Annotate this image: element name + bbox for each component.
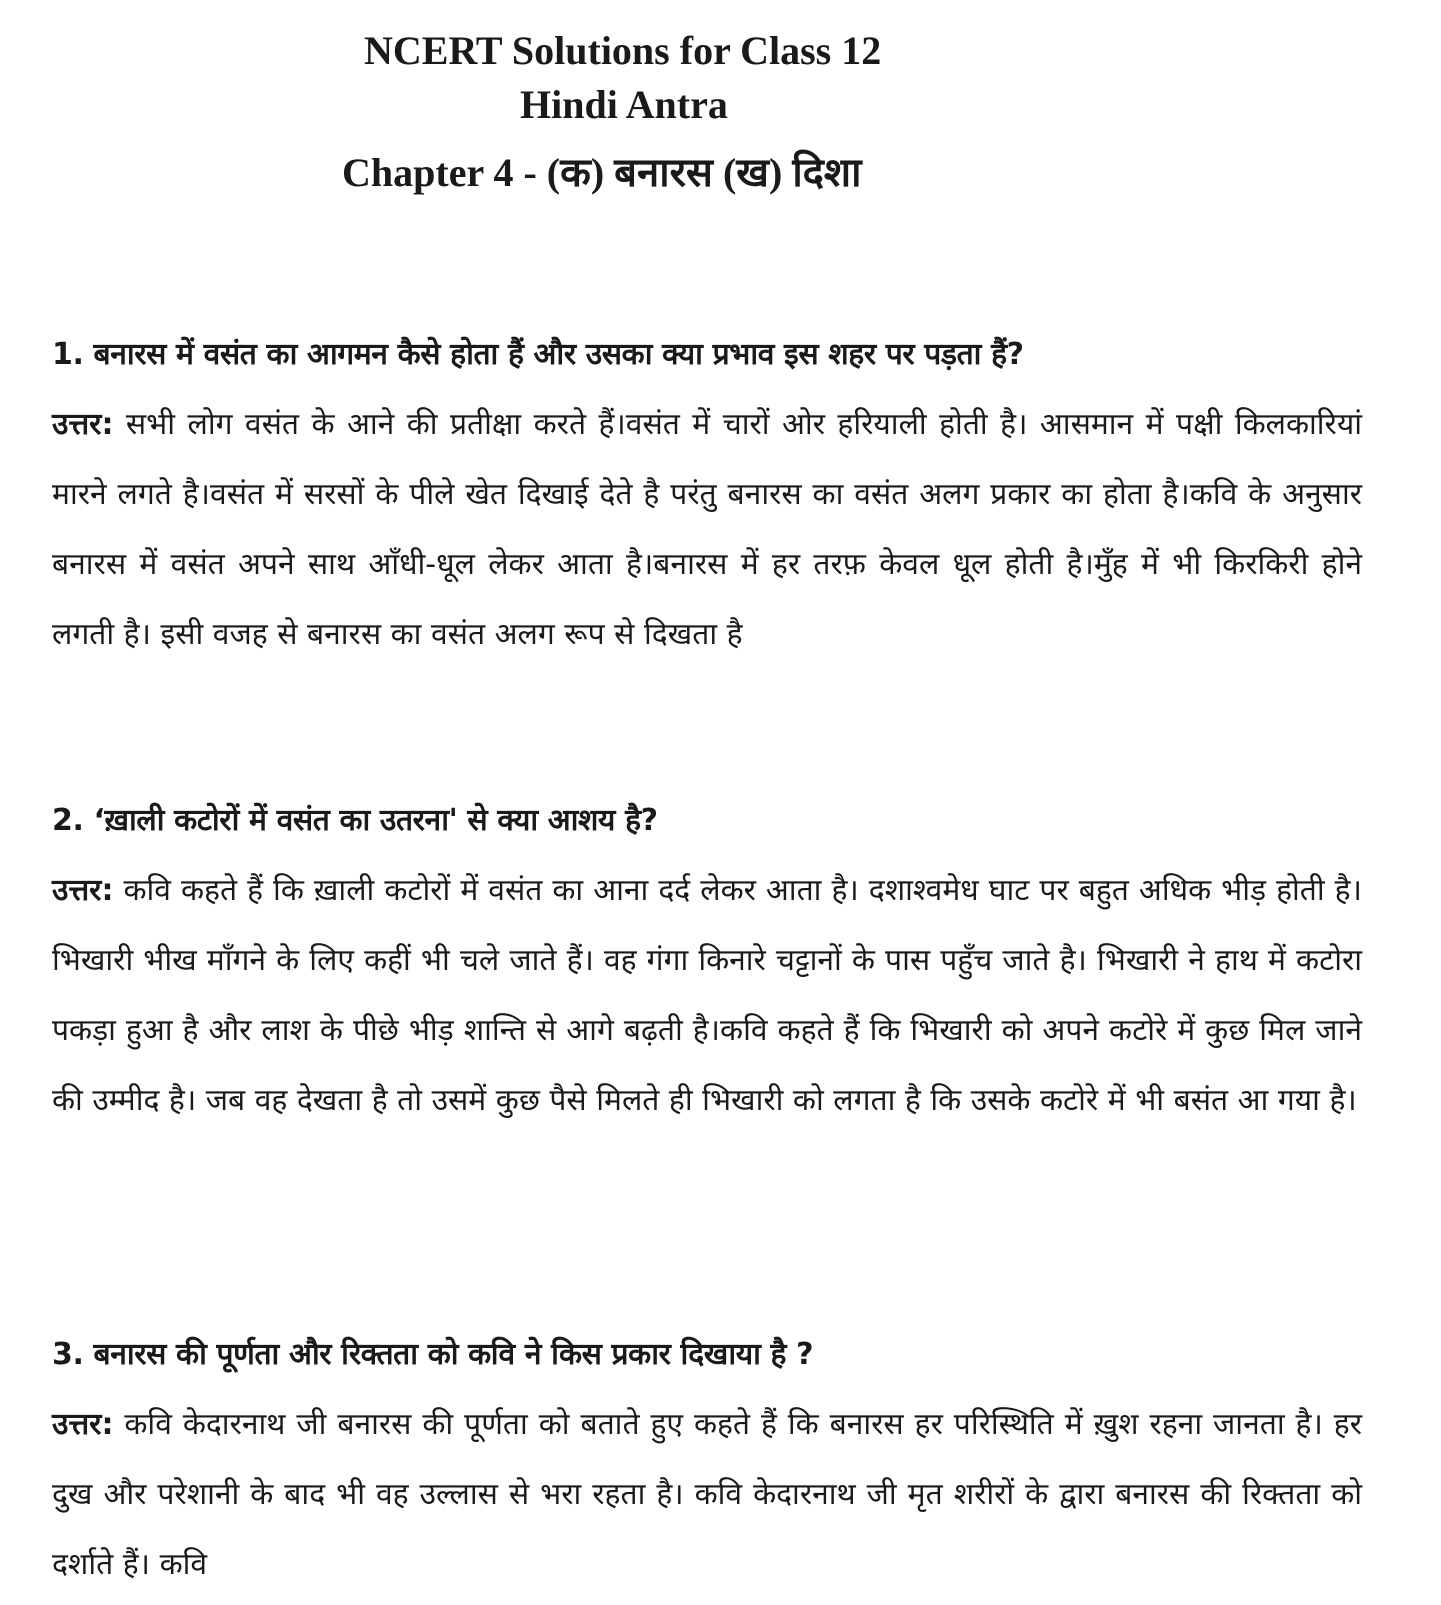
qa-block-3 (52, 1320, 1362, 1600)
header-title: NCERT Solutions for Class 12 (364, 28, 882, 73)
qa-block-2 (52, 786, 1362, 1136)
answer-text-3: कवि केदारनाथ जी बनारस की पूर्णता को बताते हुए कहते हैं कि बनारस हर परिस्थिति में ख़ुश रहना जानता है। हर दुख और परेशानी के बाद भी वह उल्लास से भरा रहता है। कवि केदारनाथ जी मृत शरीरों के द्वारा बनारस की रिक्तता को दर्शाते हैं। कवि (52, 1407, 1362, 1582)
answer-label-3: उत्तर: (52, 1407, 114, 1442)
answer-1 (52, 390, 1362, 670)
question-1: 1. बनारस में वसंत का आगमन कैसे होता हैं और उसका क्या प्रभाव इस शहर पर पड़ता हैं? (52, 337, 1024, 372)
question-3: 3. बनारस की पूर्णता और रिक्तता को कवि ने किस प्रकार दिखाया है ? (52, 1337, 814, 1372)
answer-label-2: उत्तर: (52, 873, 114, 908)
answer-3 (52, 1390, 1362, 1600)
answer-text-2: कवि कहते हैं कि ख़ाली कटोरों में वसंत का आना दर्द लेकर आता है। दशाश्वमेध घाट पर बहुत अधिक भीड़ होती है। भिखारी भीख माँगने के लिए कहीं भी चले जाते हैं। वह गंगा किनारे चट्टानों के पास पहुँच जाते है। भिखारी ने हाथ में कटोरा पकड़ा हुआ है और लाश के पीछे भीड़ शान्ति से आगे बढ़ती है।कवि कहते हैं कि भिखारी को अपने कटोरे में कुछ मिल जाने की उम्मीद है। जब वह देखता है तो उसमें कुछ पैसे मिलते ही भिखारी को लगता है कि उसके कटोरे में भी बसंत आ गया है। (52, 873, 1362, 1118)
qa-block-1 (52, 320, 1362, 670)
header-chapter: Chapter 4 - (क) बनारस (ख) दिशा (342, 150, 862, 195)
question-2: 2. ‘ख़ाली कटोरों में वसंत का उतरना' से क्या आशय है? (52, 803, 658, 838)
answer-label-1: उत्तर: (52, 407, 114, 442)
answer-text-1: सभी लोग वसंत के आने की प्रतीक्षा करते हैं।वसंत में चारों ओर हरियाली होती है। आसमान में पक्षी किलकारियां मारने लगते है।वसंत में सरसों के पीले खेत दिखाई देते है परंतु बनारस का वसंत अलग प्रकार का होता है।कवि के अनुसार बनारस में वसंत अपने साथ आँधी-धूल लेकर आता है।बनारस में हर तरफ़ केवल धूल होती है।मुँह में भी किरकिरी होने लगती है। इसी वजह से बनारस का वसंत अलग रूप से दिखता है (52, 407, 1362, 652)
answer-2 (52, 856, 1362, 1136)
header-subject: Hindi Antra (520, 82, 728, 127)
